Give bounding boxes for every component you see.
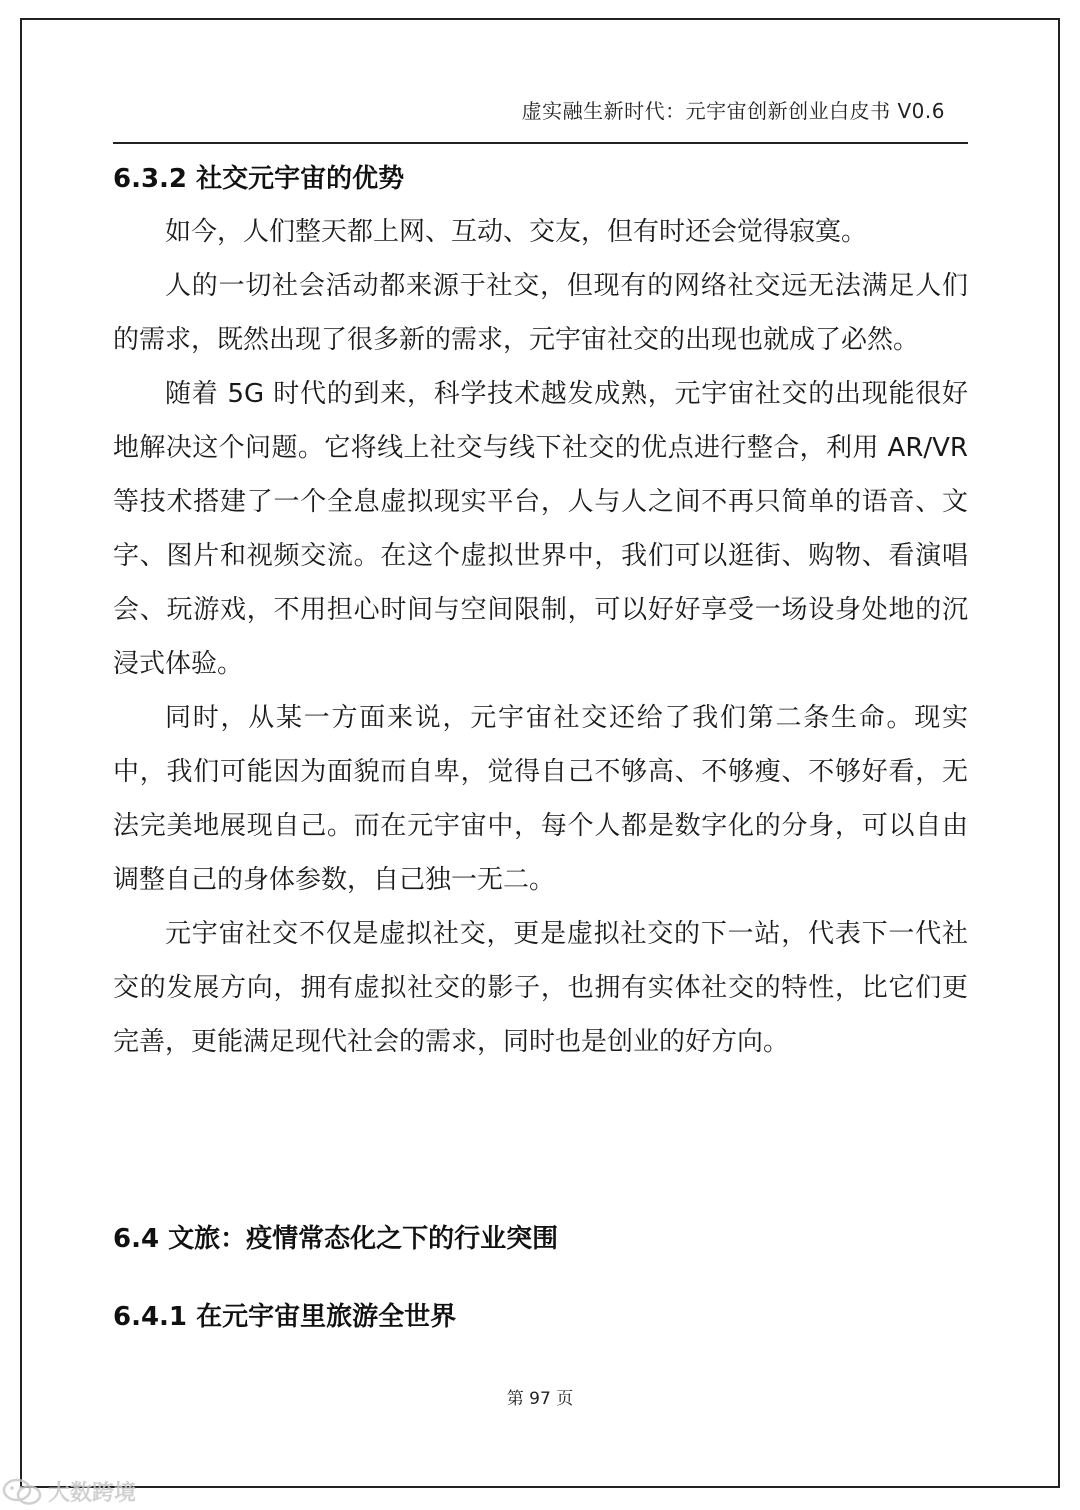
page-number: 第 97 页 — [506, 1389, 574, 1409]
section-heading-6-4: 6.4 文旅：疫情常态化之下的行业突围 — [113, 1224, 559, 1254]
paragraph: 元宇宙社交不仅是虚拟社交，更是虚拟社交的下一站，代表下一代社交的发展方向，拥有虚拟社交的影子，也拥有实体社交的特性，比它们更完善，更能满足现代社会的需求，同时也是创业的好方向。 — [113, 919, 968, 1057]
paragraph: 同时，从某一方面来说，元宇宙社交还给了我们第二条生命。现实中，我们可能因为面貌而自卑，觉得自己不够高、不够瘦、不够好看，无法完美地展现自己。而在元宇宙中，每个人都是数字化的分身，可以自由调整自己的身体参数，自己独一无二。 — [113, 703, 968, 895]
paragraph: 人的一切社会活动都来源于社交，但现有的网络社交远无法满足人们的需求，既然出现了很多新的需求，元宇宙社交的出现也就成了必然。 — [113, 271, 968, 355]
header-rule — [113, 142, 968, 144]
running-header: 虚实融生新时代：元宇宙创新创业白皮书 V0.6 — [521, 99, 945, 123]
wechat-logo-icon — [2, 1478, 42, 1506]
paragraph: 如今，人们整天都上网、互动、交友，但有时还会觉得寂寞。 — [165, 217, 868, 247]
section-heading-6-4-1: 6.4.1 在元宇宙里旅游全世界 — [113, 1302, 457, 1332]
watermark — [2, 1476, 136, 1507]
paragraph: 随着 5G 时代的到来，科学技术越发成熟，元宇宙社交的出现能很好地解决这个问题。它将线上社交与线下社交的优点进行整合，利用 AR/VR 等技术搭建了一个全息虚拟现实平台，人与人之间不再只简单的语音、文字、图片和视频交流。在这个虚拟世界中，我们可以逛街、购物、看演唱会、玩游戏，不用担心时间与空间限制，可以好好享受一场设身处地的沉浸式体验。 — [113, 379, 968, 679]
section-heading-6-3-2: 6.3.2 社交元宇宙的优势 — [113, 164, 405, 194]
body-text — [113, 205, 968, 1069]
watermark-text: 大数跨境 — [48, 1481, 137, 1506]
